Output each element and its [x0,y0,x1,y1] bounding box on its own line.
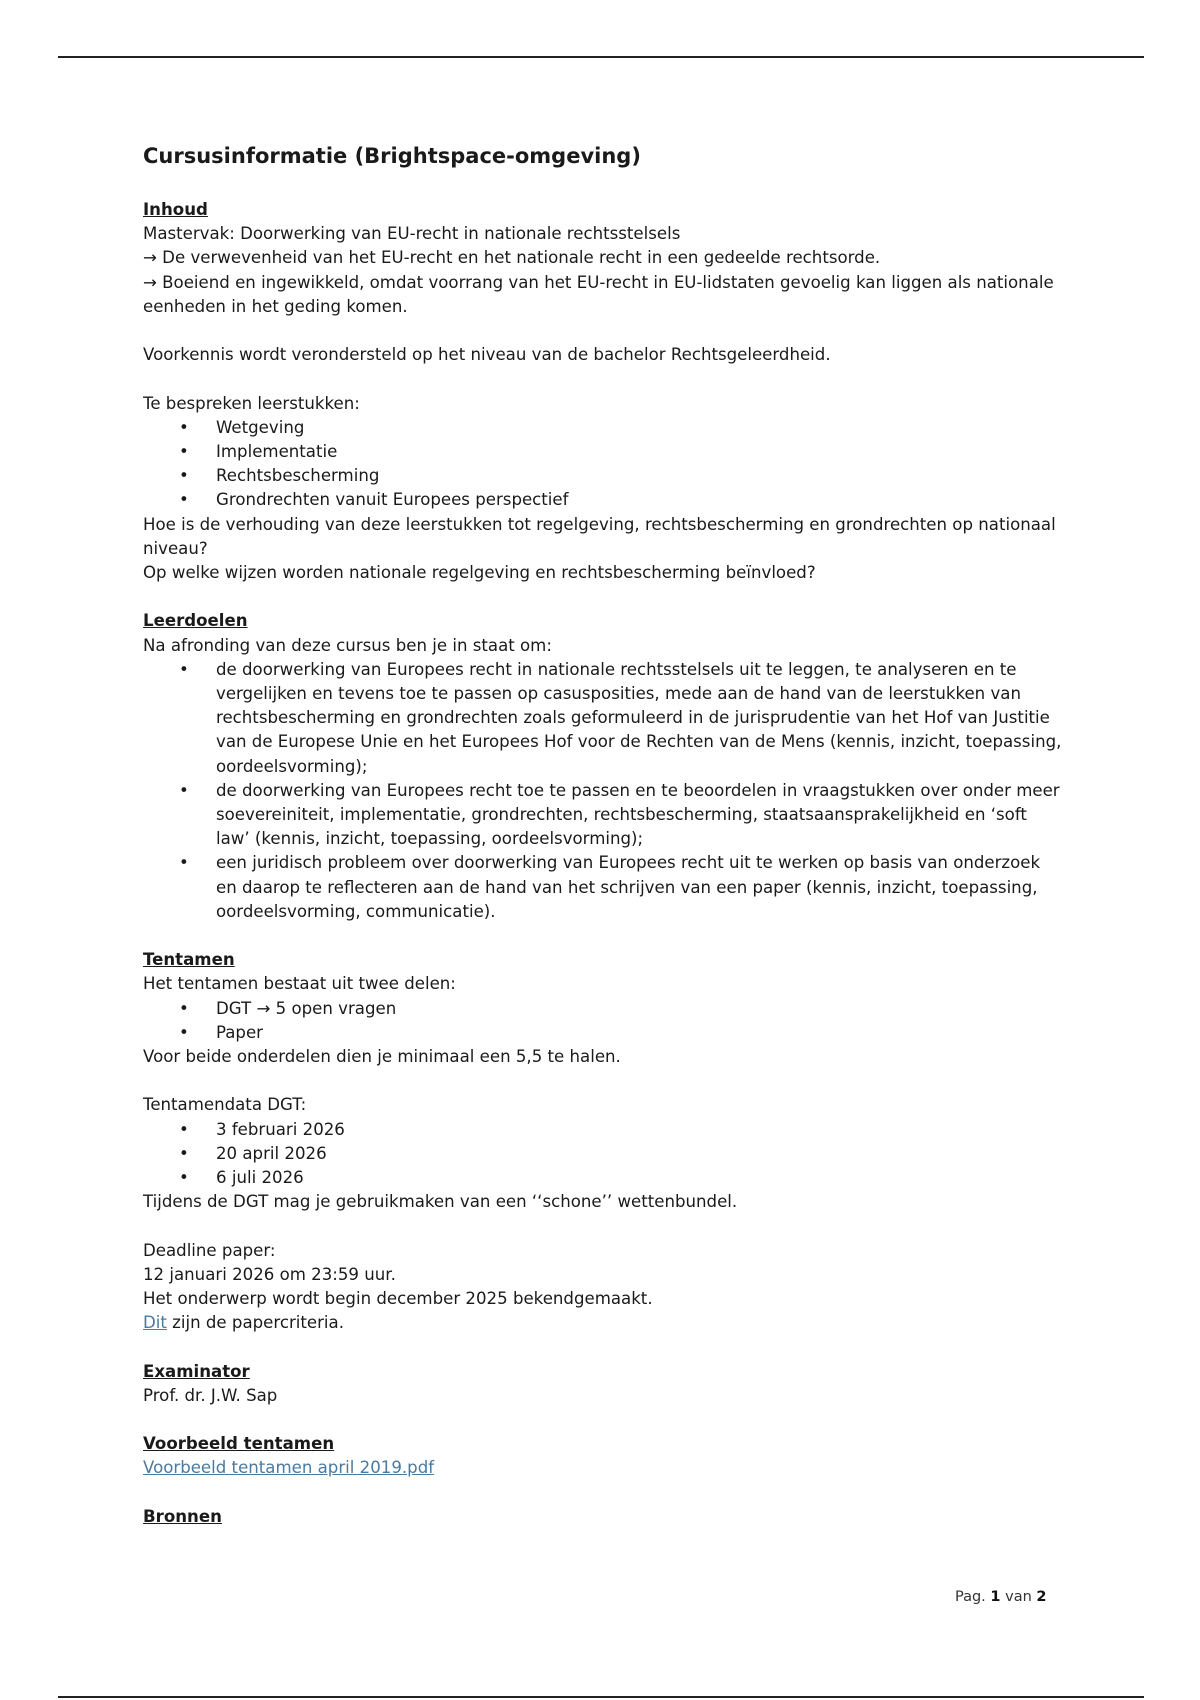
list-item: • Grondrechten vanuit Europees perspectief [143,488,1063,512]
leerstukken-list [143,416,1063,513]
section-heading-examinator: Examinator [143,1361,250,1381]
list-item: • de doorwerking van Europees recht in nationale rechtsstelsels uit te leggen, te analyseren en te vergelijken en tevens toe te passen op casusposities, mede aan de hand van de leerstukken van rechtsbescherming en grondrechten zoals geformuleerd in de jurisprudentie van het Hof van Justitie van de Europese Unie en het Europees Hof voor de Rechten van de Mens (kennis, inzicht, toepassing, oordeelsvorming); [143,658,1063,779]
leerstukken-intro: Te bespreken leerstukken: [143,393,360,413]
list-item: • Paper [143,1021,1063,1045]
list-item: • 6 juli 2026 [143,1166,1063,1190]
list-item: • DGT → 5 open vragen [143,997,1063,1021]
papercriteria-line [143,1311,1063,1335]
tentamen-intro: Het tentamen bestaat uit twee delen: [143,974,456,994]
tentamen-delen-list [143,997,1063,1045]
papercriteria-link[interactable]: Dit [143,1313,167,1333]
page-title: Cursusinformatie (Brightspace-omgeving) [143,144,641,168]
examinator-name: Prof. dr. J.W. Sap [143,1385,278,1405]
wettenbundel-text: Tijdens de DGT mag je gebruikmaken van een ‘‘schone’’ wettenbundel. [143,1192,738,1212]
section-heading-leerdoelen: Leerdoelen [143,611,248,631]
leerdoelen-list [143,658,1063,924]
section-heading-inhoud: Inhoud [143,200,208,219]
inhoud-line: → Boeiend en ingewikkeld, omdat voorrang van het EU-recht in EU-lidstaten gevoelig kan liggen als nationale eenheden in het geding komen. [143,272,1054,316]
list-item: • 20 april 2026 [143,1142,1063,1166]
page-number [955,1589,1046,1605]
bottom-rule [58,1696,1144,1698]
list-item: • de doorwerking van Europees recht toe te passen en te beoordelen in vraagstukken over onder meer soevereiniteit, implementatie, grondrechten, rechtsbescherming, staatsaansprakelijkheid en ‘soft law’ (kennis, inzicht, toepassing, oordeelsvorming); [143,779,1063,852]
deadline-date: 12 januari 2026 om 23:59 uur. [143,1264,396,1284]
list-item: • Implementatie [143,440,1063,464]
question-text: Hoe is de verhouding van deze leerstukken tot regelgeving, rechtsbescherming en grondrechten op nationaal niveau? [143,514,1056,558]
inhoud-line: Mastervak: Doorwerking van EU-recht in nationale rechtsstelsels [143,224,681,244]
page-number-total: 2 [1036,1589,1047,1605]
page-number-separator: van [1000,1589,1037,1605]
voorbeeld-tentamen-link[interactable]: Voorbeeld tentamen april 2019.pdf [143,1458,435,1478]
page-number-prefix: Pag. [955,1589,991,1605]
section-heading-tentamen: Tentamen [143,950,235,970]
document-body [143,140,1063,1529]
question-text: Op welke wijzen worden nationale regelgeving en rechtsbescherming beïnvloed? [143,563,816,583]
section-heading-voorbeeld-tentamen: Voorbeeld tentamen [143,1434,335,1454]
top-rule [58,56,1144,58]
voorkennis-text: Voorkennis wordt verondersteld op het niveau van de bachelor Rechtsgeleerdheid. [143,345,831,365]
list-item: • Wetgeving [143,416,1063,440]
list-item: • 3 februari 2026 [143,1118,1063,1142]
onderwerp-text: Het onderwerp wordt begin december 2025 bekendgemaakt. [143,1289,653,1309]
list-item: • Rechtsbescherming [143,464,1063,488]
page-number-current: 1 [990,1589,1001,1605]
minimum-text: Voor beide onderdelen dien je minimaal een 5,5 te halen. [143,1047,621,1067]
tentamendata-list [143,1118,1063,1191]
deadline-label: Deadline paper: [143,1240,276,1260]
inhoud-line: → De verwevenheid van het EU-recht en het nationale recht in een gedeelde rechtsorde. [143,248,881,268]
section-heading-bronnen: Bronnen [143,1506,222,1526]
leerdoelen-intro: Na afronding van deze cursus ben je in staat om: [143,635,552,655]
tentamendata-intro: Tentamendata DGT: [143,1095,307,1115]
papercriteria-text: zijn de papercriteria. [166,1313,344,1333]
list-item: • een juridisch probleem over doorwerking van Europees recht uit te werken op basis van onderzoek en daarop te reflecteren aan de hand van het schrijven van een paper (kennis, inzicht, toepassing, oordeelsvorming, communicatie). [143,851,1063,924]
